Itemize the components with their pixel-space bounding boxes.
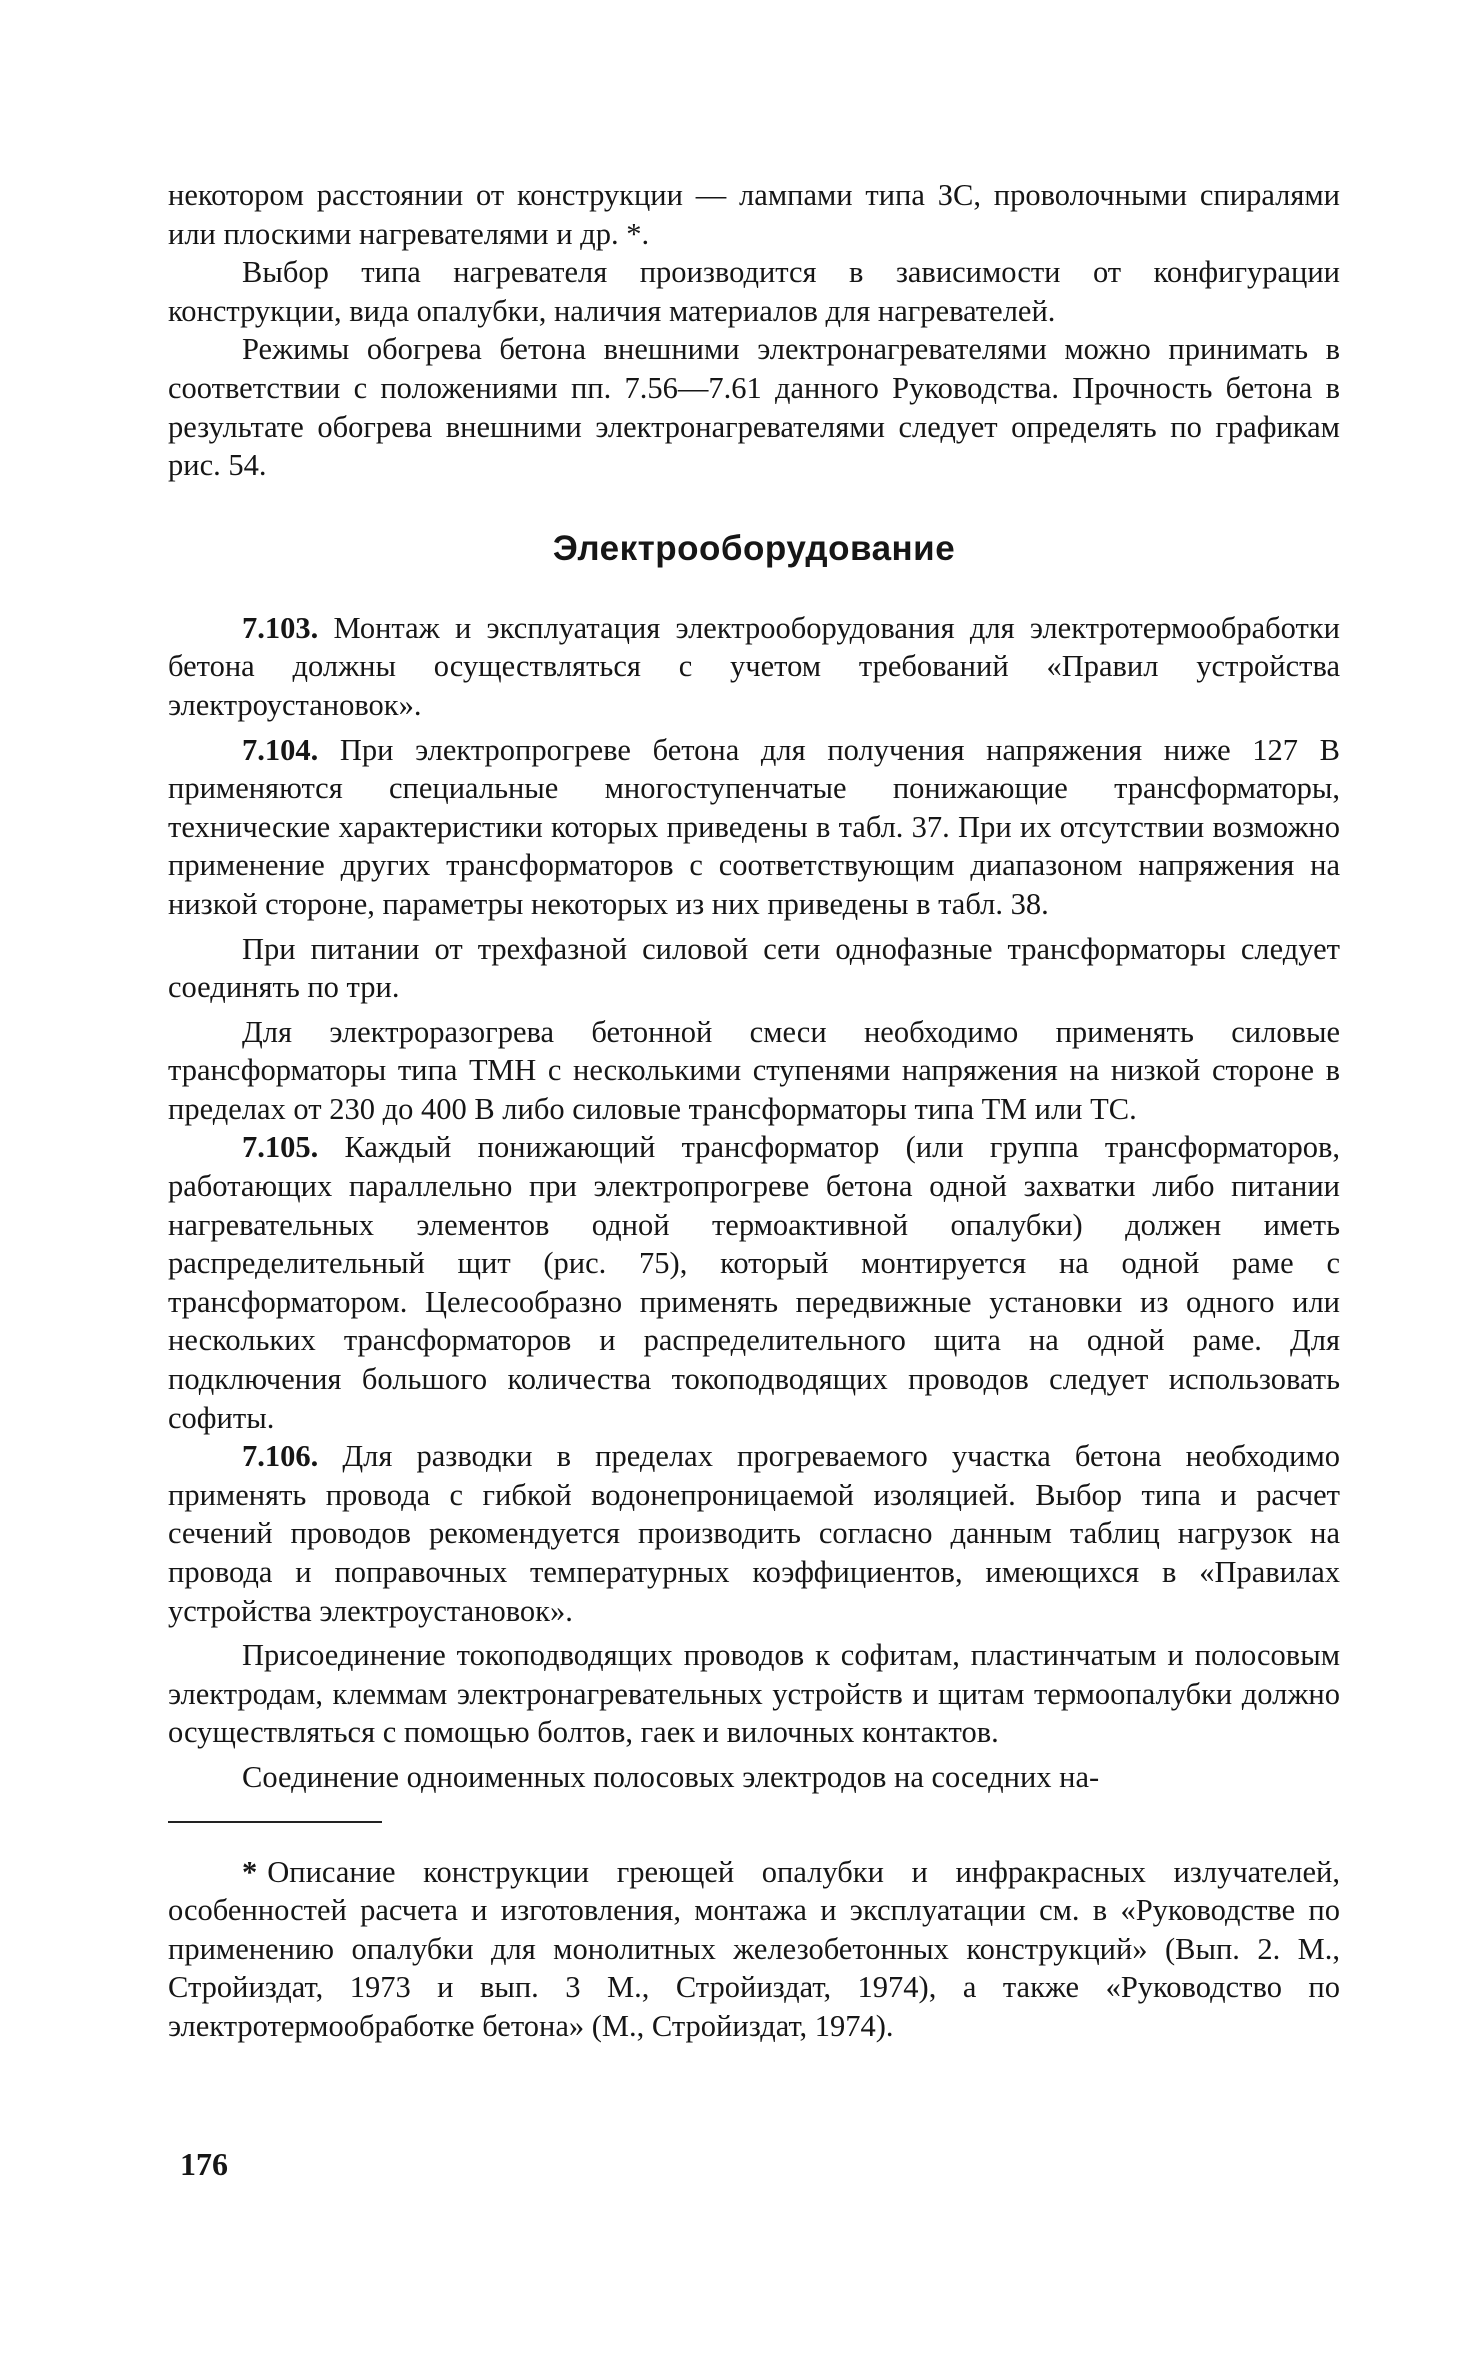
clause-7-105 [168,1128,1340,1437]
clause-7-103 [168,609,1340,725]
clause-7-104 [168,731,1340,924]
clause-7-106 [168,1437,1340,1630]
clause-text: Для разводки в пределах прогреваемого участка бетона необходимо применять провода с гибкой водонепроницаемой изоляцией. Выбор типа и расчет сечений проводов рекомендуется производить согласно данным таблиц нагрузок на провода и поправочных температурных коэффициентов, имеющихся в «Правилах устройства электроустановок». [168,1439,1340,1628]
footnote-divider [168,1821,382,1823]
footnote-text: Описание конструкции греющей опалубки и инфракрасных излучателей, особенностей расчета и изготовления, монтажа и эксплуатации см. в «Руководстве по применению опалубки для монолитных железобетонных конструкций» (Вып. 2. М., Стройиздат, 1973 и вып. 3 М., Стройиздат, 1974), а также «Руководство по электротермообработке бетона» (М., Стройиздат, 1974). [168,1854,1340,2043]
footnote [168,1853,1340,2046]
paragraph-connection: Присоединение токоподводящих проводов к софитам, пластинчатым и полосовым электродам, клеммам электронагревательных устройств и щитам термоопалубки должно осуществляться с помощью болтов, гаек и вилочных контактов. [168,1638,1340,1750]
clause-text: Монтаж и эксплуатация электрооборудования для электротермообработки бетона должны осуществляться с учетом требований «Правил устройства электроустановок». [168,610,1340,722]
paragraph-three-phase: При питании от трехфазной силовой сети однофазные трансформаторы следует соединять по три. [168,931,1340,1005]
page-body [168,176,1340,2046]
page-number: 176 [180,2146,228,2182]
paragraph-electrodes: Соединение одноименных полосовых электродов на соседних на- [242,1759,1100,1794]
clause-number: 7.104. [242,732,319,767]
section-heading: Электрооборудование [552,528,956,568]
clause-number: 7.103. [242,610,319,645]
footnote-mark: * [242,1854,258,1889]
paragraph-heater-choice: Выбор типа нагревателя производится в зависимости от конфигурации конструкции, вида опалубки, наличия материалов для нагревателей. [168,255,1340,328]
clause-number: 7.105. [242,1130,319,1165]
clause-text: При электропрогреве бетона для получения напряжения ниже 127 В применяются специальные многоступенчатые понижающие трансформаторы, технические характеристики которых приведены в табл. 37. При их отсутствии возможно применение других трансформаторов с соответствующим диапазоном напряжения на низкой стороне, параметры некоторых из них приведены в табл. 38. [168,732,1340,921]
paragraph-tmn-transformers: Для электроразогрева бетонной смеси необходимо применять силовые трансформаторы типа ТМН с несколькими ступенями напряжения на низкой стороне в пределах от 230 до 400 В либо силовые трансформаторы типа ТМ или ТС. [168,1014,1340,1126]
paragraph-heating-modes: Режимы обогрева бетона внешними электронагревателями можно принимать в соответствии с положениями пп. 7.56—7.61 данного Руководства. Прочность бетона в результате обогрева внешними электронагревателями следует определять по графикам рис. 54. [168,332,1340,483]
clause-number: 7.106. [242,1439,319,1474]
clause-text: Каждый понижающий трансформатор (или группа трансформаторов, работающих параллельно при электропрогреве бетона одной захватки либо питании нагревательных элементов одной термоактивной опалубки) должен иметь распределительный щит (рис. 75), который монтируется на одной раме с трансформатором. Целесообразно применять передвижные установки из одного или нескольких трансформаторов и распределительного щита на одной раме. Для подключения большого количества токоподводящих проводов следует использовать софиты. [168,1130,1340,1435]
paragraph-continuation: некоторoм расстоянии от конструкции — лампами типа ЗС, проволочными спиралями или плоскими нагревателями и др. *. [168,178,1340,251]
